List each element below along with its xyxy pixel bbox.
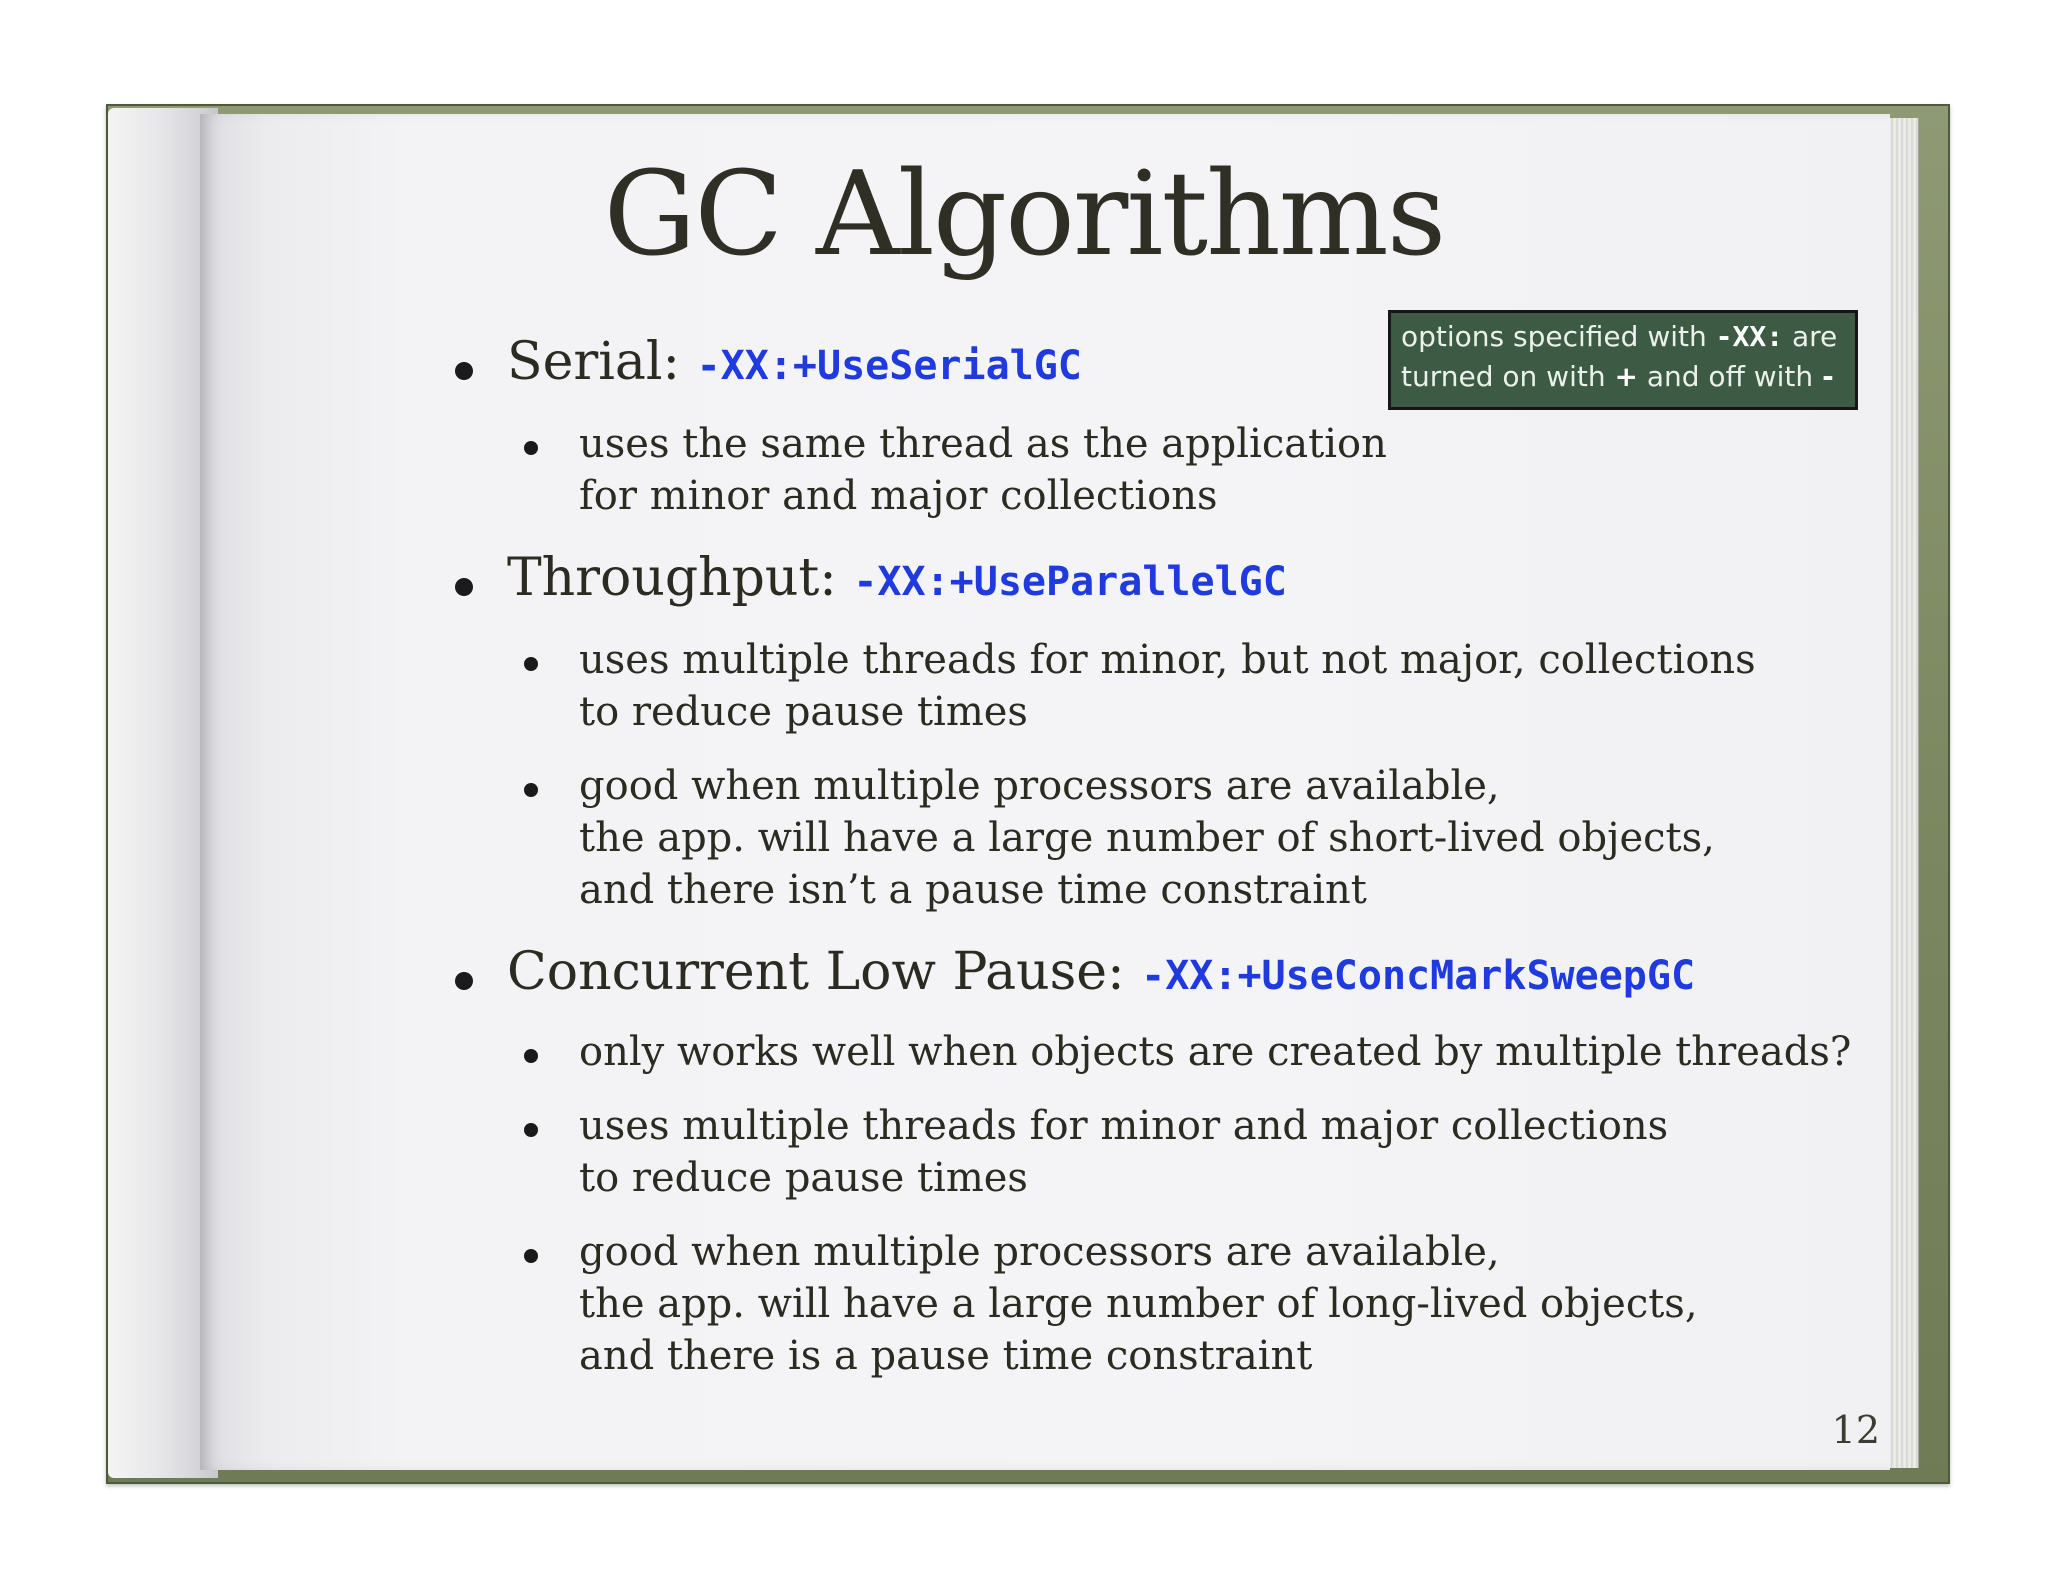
section-label: Serial: <box>507 332 681 392</box>
list-item-line: and there is a pause time constraint <box>579 1333 1313 1379</box>
note-plus-symbol: + <box>1614 360 1638 393</box>
note-line-2 <box>1401 357 1845 397</box>
sub-bullet-icon <box>524 1249 538 1263</box>
list-item-line: for minor and major collections <box>579 473 1218 519</box>
gc-flag: -XX:+UseConcMarkSweepGC <box>1141 953 1696 999</box>
sub-bullet-icon <box>524 441 538 455</box>
note-minus-symbol: - <box>1822 360 1834 393</box>
list-item-line: to reduce pause times <box>579 1155 1028 1201</box>
list-item-line: uses multiple threads for minor and major collections <box>579 1103 1669 1149</box>
note-line-2-prefix: turned on with <box>1401 360 1615 393</box>
list-item-line: only works well when objects are created by multiple threads? <box>579 1029 1852 1075</box>
gc-flag: -XX:+UseSerialGC <box>696 343 1082 389</box>
list-item-line: uses multiple threads for minor, but not major, collections <box>579 637 1756 683</box>
list-item-line: uses the same thread as the application <box>579 421 1387 467</box>
list-item-line: the app. will have a large number of short-lived objects, <box>579 815 1715 861</box>
note-xx-code: -XX: <box>1715 320 1784 353</box>
section-heading <box>507 548 1287 612</box>
bullet-icon <box>455 972 473 990</box>
note-line-1 <box>1401 317 1845 357</box>
section-label: Concurrent Low Pause: <box>507 942 1125 1002</box>
section-heading <box>507 332 1082 396</box>
options-note-box <box>1388 310 1858 410</box>
page-number: 12 <box>1831 1408 1880 1452</box>
sub-bullet-icon <box>524 1049 538 1063</box>
sub-bullet-icon <box>524 657 538 671</box>
slide-title: GC Algorithms <box>603 147 1445 282</box>
section-label: Throughput: <box>507 548 837 608</box>
sub-bullet-icon <box>524 1123 538 1137</box>
gc-flag: -XX:+UseParallelGC <box>853 559 1287 605</box>
list-item-line: and there isn’t a pause time constraint <box>579 867 1367 913</box>
section-heading <box>507 942 1695 1006</box>
list-item-line: good when multiple processors are available, <box>579 763 1500 809</box>
list-item-line: the app. will have a large number of long-lived objects, <box>579 1281 1698 1327</box>
note-line-1-suffix: are <box>1783 320 1838 353</box>
list-item-line: good when multiple processors are available, <box>579 1229 1500 1275</box>
sub-bullet-icon <box>524 783 538 797</box>
list-item-line: to reduce pause times <box>579 689 1028 735</box>
note-line-1-prefix: options specified with <box>1401 320 1716 353</box>
bullet-icon <box>455 578 473 596</box>
bullet-icon <box>455 362 473 380</box>
note-line-2-middle: and off with <box>1637 360 1823 393</box>
